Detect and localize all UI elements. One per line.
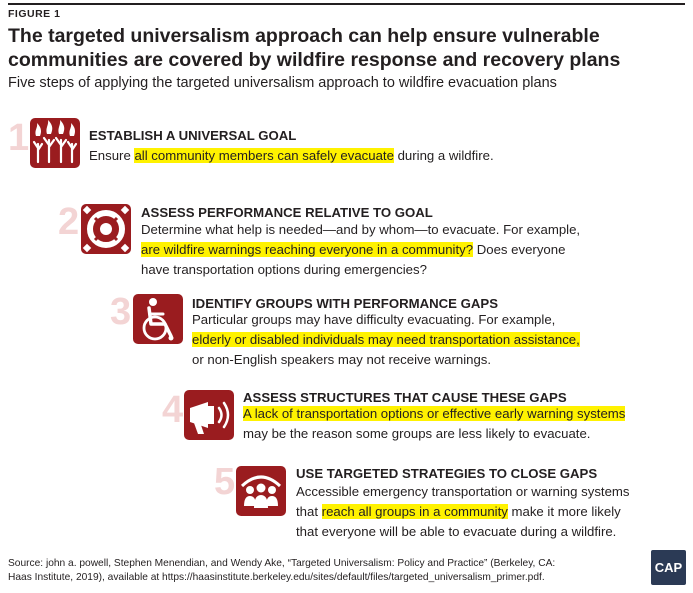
- highlighted-text: A lack of transportation options or effective early warning systems: [243, 406, 626, 421]
- life-preserver-icon: [81, 204, 131, 254]
- highlighted-text: all community members can safely evacuate: [134, 148, 394, 163]
- step-text-line: that everyone will be able to evacuate during a wildfire.: [296, 524, 617, 539]
- step-text-segment: that: [296, 504, 322, 519]
- figure-label: FIGURE 1: [8, 8, 61, 20]
- highlighted-text: reach all groups in a community: [321, 504, 508, 519]
- step-text-segment: make it more likely: [507, 504, 621, 519]
- step-text: [296, 482, 630, 542]
- source-note: [8, 557, 618, 585]
- cap-logo: CAP: [651, 550, 686, 585]
- step-number: 2: [58, 201, 80, 243]
- step-text-line: may be the reason some groups are less likely to evacuate.: [243, 426, 591, 441]
- megaphone-icon: [184, 390, 234, 440]
- step-heading: IDENTIFY GROUPS WITH PERFORMANCE GAPS: [192, 296, 499, 311]
- step-text: [192, 310, 580, 370]
- wheelchair-icon: [133, 294, 183, 344]
- step-number: 4: [162, 389, 184, 431]
- step-text-line: Accessible emergency transportation or warning systems: [296, 484, 630, 499]
- community-icon: [236, 466, 286, 516]
- step-text-segment: Ensure: [89, 148, 135, 163]
- step-text: [89, 146, 494, 166]
- step-text-line: Particular groups may have difficulty evacuating. For example,: [192, 312, 556, 327]
- top-rule: [8, 3, 685, 5]
- title-line-2: communities are covered by wildfire response and recovery plans: [8, 49, 621, 71]
- step-heading: ASSESS PERFORMANCE RELATIVE TO GOAL: [141, 205, 433, 220]
- wildfire-icon: [30, 118, 80, 168]
- source-line-1: Source: john a. powell, Stephen Menendian, and Wendy Ake, “Targeted Universalism: Policy and Practice” (Berkeley, CA:: [8, 558, 556, 569]
- step-number: 3: [110, 291, 132, 333]
- source-line-2: Haas Institute, 2019), available at https://haasinstitute.berkeley.edu/sites/default/files/targeted_universalism_primer.pdf.: [8, 572, 545, 583]
- highlighted-text: elderly or disabled individuals may need transportation assistance,: [192, 332, 580, 347]
- step-text-segment: during a wildfire.: [393, 148, 494, 163]
- figure-subtitle: Five steps of applying the targeted universalism approach to wildfire evacuation plans: [8, 75, 557, 91]
- step-text-segment: Does everyone: [473, 242, 566, 257]
- step-number: 5: [214, 461, 236, 503]
- figure-title: [8, 24, 678, 72]
- step-heading: ASSESS STRUCTURES THAT CAUSE THESE GAPS: [243, 390, 567, 405]
- step-heading: ESTABLISH A UNIVERSAL GOAL: [89, 128, 297, 143]
- step-text: [141, 220, 580, 280]
- step-text: [243, 404, 625, 444]
- step-number: 1: [8, 117, 30, 159]
- step-text-line: have transportation options during emergencies?: [141, 262, 427, 277]
- step-heading: USE TARGETED STRATEGIES TO CLOSE GAPS: [296, 466, 598, 481]
- highlighted-text: are wildfire warnings reaching everyone in a community?: [141, 242, 474, 257]
- step-text-line: or non-English speakers may not receive warnings.: [192, 352, 492, 367]
- title-line-1: The targeted universalism approach can help ensure vulnerable: [8, 25, 600, 47]
- step-text-line: Determine what help is needed—and by whom—to evacuate. For example,: [141, 222, 581, 237]
